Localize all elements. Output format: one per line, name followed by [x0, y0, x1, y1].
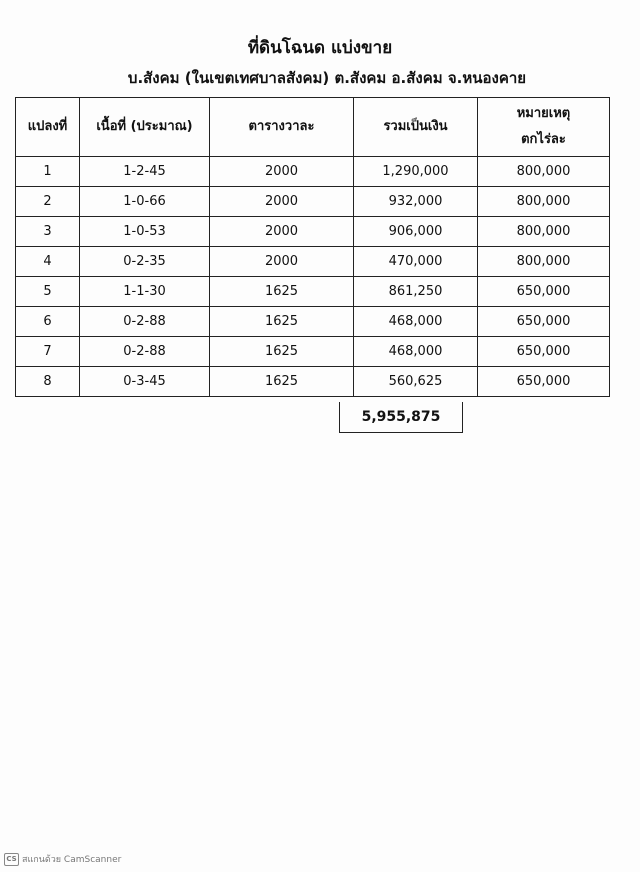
- land-plots-table: [15, 97, 610, 397]
- cell-per-rai: 800,000: [478, 217, 610, 247]
- cell-area: 0-2-88: [80, 337, 210, 367]
- table-row: [16, 157, 610, 187]
- cell-plot: 5: [16, 277, 80, 307]
- cell-area: 0-2-35: [80, 247, 210, 277]
- header-total: รวมเป็นเงิน: [354, 98, 478, 157]
- camscanner-logo-icon: CS: [4, 853, 19, 866]
- header-remark-line1: หมายเหตุ: [516, 106, 571, 121]
- cell-total: 932,000: [354, 187, 478, 217]
- grand-total: 5,955,875: [339, 402, 463, 433]
- scanner-caption: สแกนด้วย CamScanner: [22, 855, 122, 865]
- table-header-row: [16, 98, 610, 157]
- cell-price-per-sqwa: 2000: [210, 217, 354, 247]
- cell-per-rai: 800,000: [478, 187, 610, 217]
- cell-price-per-sqwa: 1625: [210, 337, 354, 367]
- cell-plot: 1: [16, 157, 80, 187]
- cell-price-per-sqwa: 2000: [210, 157, 354, 187]
- header-price-per-sqwa: ตารางวาละ: [210, 98, 354, 157]
- cell-total: 906,000: [354, 217, 478, 247]
- header-remark-line2: ตกไร่ละ: [521, 132, 566, 147]
- cell-plot: 7: [16, 337, 80, 367]
- cell-total: 1,290,000: [354, 157, 478, 187]
- cell-price-per-sqwa: 1625: [210, 307, 354, 337]
- cell-price-per-sqwa: 1625: [210, 367, 354, 397]
- cell-total: 468,000: [354, 337, 478, 367]
- header-area: เนื้อที่ (ประมาณ): [80, 98, 210, 157]
- document-subtitle: บ.สังคม (ในเขตเทศบาลสังคม) ต.สังคม อ.สังคม จ.หนองคาย: [127, 69, 527, 87]
- cell-per-rai: 650,000: [478, 337, 610, 367]
- cell-plot: 4: [16, 247, 80, 277]
- cell-price-per-sqwa: 1625: [210, 277, 354, 307]
- cell-per-rai: 800,000: [478, 247, 610, 277]
- table-row: [16, 247, 610, 277]
- cell-total: 861,250: [354, 277, 478, 307]
- cell-per-rai: 650,000: [478, 277, 610, 307]
- document-title: ที่ดินโฉนด แบ่งขาย: [247, 38, 393, 58]
- table-row: [16, 367, 610, 397]
- cell-area: 0-3-45: [80, 367, 210, 397]
- cell-per-rai: 650,000: [478, 307, 610, 337]
- cell-price-per-sqwa: 2000: [210, 187, 354, 217]
- cell-area: 0-2-88: [80, 307, 210, 337]
- header-plot: แปลงที่: [16, 98, 80, 157]
- table-row: [16, 187, 610, 217]
- cell-per-rai: 800,000: [478, 157, 610, 187]
- table-row: [16, 217, 610, 247]
- cell-plot: 8: [16, 367, 80, 397]
- table-row: [16, 277, 610, 307]
- cell-plot: 6: [16, 307, 80, 337]
- cell-area: 1-0-53: [80, 217, 210, 247]
- cell-plot: 3: [16, 217, 80, 247]
- cell-total: 468,000: [354, 307, 478, 337]
- cell-total: 560,625: [354, 367, 478, 397]
- cell-total: 470,000: [354, 247, 478, 277]
- cell-per-rai: 650,000: [478, 367, 610, 397]
- scanner-footer: [4, 852, 121, 866]
- cell-area: 1-2-45: [80, 157, 210, 187]
- cell-area: 1-1-30: [80, 277, 210, 307]
- cell-price-per-sqwa: 2000: [210, 247, 354, 277]
- cell-plot: 2: [16, 187, 80, 217]
- header-remark: [478, 98, 610, 157]
- cell-area: 1-0-66: [80, 187, 210, 217]
- table-row: [16, 307, 610, 337]
- table-row: [16, 337, 610, 367]
